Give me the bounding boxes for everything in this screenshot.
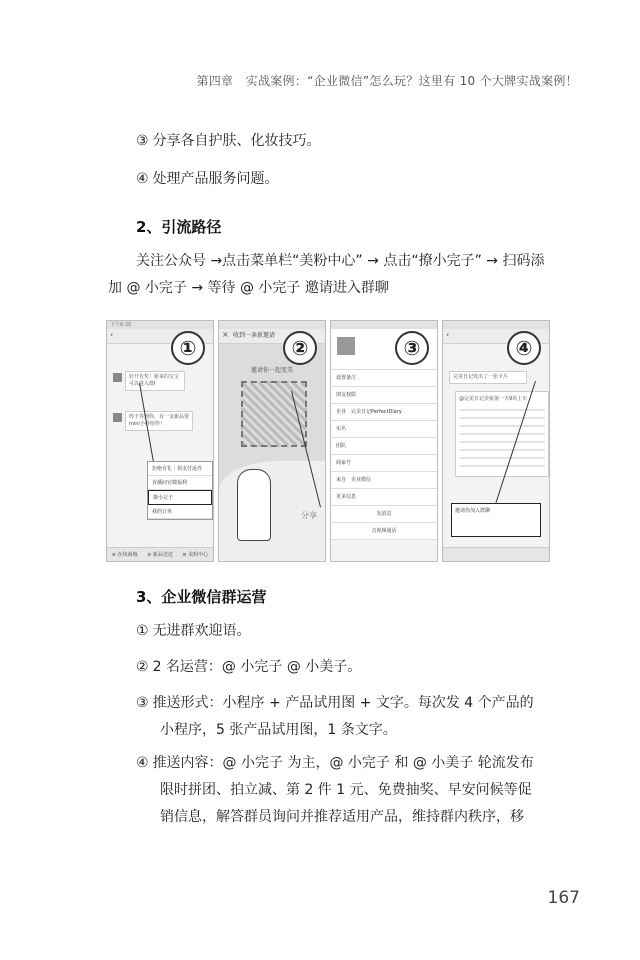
step-number-2: ② xyxy=(283,331,317,365)
settings-row[interactable]: 更多信息 xyxy=(331,489,437,506)
back-arrow-icon: ‹ xyxy=(446,330,450,339)
phone-screenshot-4 xyxy=(442,320,550,562)
avatar xyxy=(337,337,355,355)
screenshot-strip xyxy=(106,320,550,560)
item-number: ④ xyxy=(136,171,149,187)
menu-item[interactable]: 直播间官微福利 xyxy=(148,476,212,490)
step-number-1: ① xyxy=(171,331,205,365)
settings-row[interactable]: 来自 企业微信 xyxy=(331,472,437,489)
step-number-3: ③ xyxy=(395,331,429,365)
status-bar xyxy=(331,321,437,329)
menu-item[interactable]: 拒绝有礼｜领支付返券 xyxy=(148,462,212,476)
ops-item-1 xyxy=(136,618,556,645)
send-message-button[interactable]: 发消息 xyxy=(331,506,437,523)
back-arrow-icon: ‹ xyxy=(110,330,114,339)
bottom-menu-bar xyxy=(107,547,213,561)
menu-tab[interactable]: ≡ 新品送送 xyxy=(147,552,173,558)
phone-screenshot-2 xyxy=(218,320,326,562)
running-header: 第四章 实战案例：“企业微信”怎么玩？这里有 10 个大牌实战案例！ xyxy=(196,74,578,88)
item-line: 销信息，解答群员询问并推荐适用产品，维持群内秩序，移 xyxy=(160,809,524,825)
item-number: ② xyxy=(136,659,149,675)
settings-row[interactable]: 实名 xyxy=(331,421,437,438)
top-item-3 xyxy=(136,128,321,154)
status-bar xyxy=(219,321,325,329)
menu-tab[interactable]: ≡ 在线商城 xyxy=(111,552,138,558)
video-call-button[interactable]: 音视频通话 xyxy=(331,523,437,540)
item-text: 分享各自护肤、化妆技巧。 xyxy=(152,133,321,149)
item-line: 限时拼团、拍立减、第 2 件 1 元、免费抽奖、早安问候等促 xyxy=(160,782,532,798)
phone-screenshot-1 xyxy=(106,320,214,562)
ops-item-2 xyxy=(136,654,556,681)
ops-item-4 xyxy=(136,750,556,831)
page-number: 167 xyxy=(547,888,580,908)
item-line: 2 名运营：@ 小完子 @ 小美子。 xyxy=(152,659,362,675)
menu-popup xyxy=(147,461,213,520)
settings-row[interactable]: 企业 完美日记PerfectDiary xyxy=(331,404,437,421)
invite-titlebar: 收到一条新邀请 xyxy=(219,329,325,344)
settings-row[interactable]: 团队 xyxy=(331,438,437,455)
card-notice: 完美日记发出了一张卡片 xyxy=(449,371,527,384)
section-heading-traffic-path: 2、引流路径 xyxy=(136,218,222,236)
item-line: 小程序，5 张产品试用图，1 条文字。 xyxy=(160,722,397,738)
settings-row[interactable]: 设置备注 xyxy=(331,370,437,387)
status-bar: 下午6:30 xyxy=(107,321,213,329)
ops-item-3 xyxy=(136,690,556,744)
group-invite-card[interactable]: 邀请你加入群聊 xyxy=(451,503,541,537)
item-number: ③ xyxy=(136,695,149,711)
invite-subtitle: 邀请你一起变美 xyxy=(250,367,293,374)
phone-screenshot-3 xyxy=(330,320,438,562)
settings-row[interactable]: 朋友权限 xyxy=(331,387,437,404)
list-lines xyxy=(459,403,545,473)
item-line: 推送形式：小程序 + 产品试用图 + 文字。每次发 4 个产品的 xyxy=(152,695,534,711)
settings-row[interactable]: 商家号 xyxy=(331,455,437,472)
input-bar xyxy=(443,547,549,561)
share-label: 分享 xyxy=(301,511,317,520)
status-bar xyxy=(443,321,549,329)
item-line: 推送内容：@ 小完子 为主，@ 小完子 和 @ 小美子 轮流发布 xyxy=(152,755,534,771)
menu-tab[interactable]: ≡ 美粉中心 xyxy=(182,552,209,558)
chat-bubble: 好开有奖！新来的宝宝可以进入群Ⅰ xyxy=(125,371,185,391)
avatar xyxy=(113,373,122,382)
list-title: @完美日记美妆第一天9块上车 xyxy=(459,396,528,402)
top-item-4 xyxy=(136,166,279,192)
step-number-4: ④ xyxy=(507,331,541,365)
item-line: 无进群欢迎语。 xyxy=(152,623,251,639)
avatar xyxy=(113,413,122,422)
item-text: 处理产品服务问题。 xyxy=(152,171,279,187)
item-number: ④ xyxy=(136,755,149,771)
menu-item[interactable]: 我的订单 xyxy=(148,505,212,519)
close-icon: × xyxy=(222,330,229,339)
item-number: ③ xyxy=(136,133,149,149)
girl-illustration xyxy=(237,469,271,541)
product-list-message xyxy=(455,391,549,477)
menu-item-highlighted[interactable]: 撩小完子 xyxy=(148,490,212,505)
section-heading-group-ops: 3、企业微信群运营 xyxy=(136,588,267,606)
item-number: ① xyxy=(136,623,149,639)
chat-bubble: 终于等到你，有一支新品要mini小样给你！ xyxy=(125,411,193,431)
traffic-path-paragraph: 关注公众号 →点击菜单栏“美粉中心” → 点击“撩小完子” → 扫码添加 @ 小完子 → 等待 @ 小完子 邀请进入群聊 xyxy=(108,253,545,296)
